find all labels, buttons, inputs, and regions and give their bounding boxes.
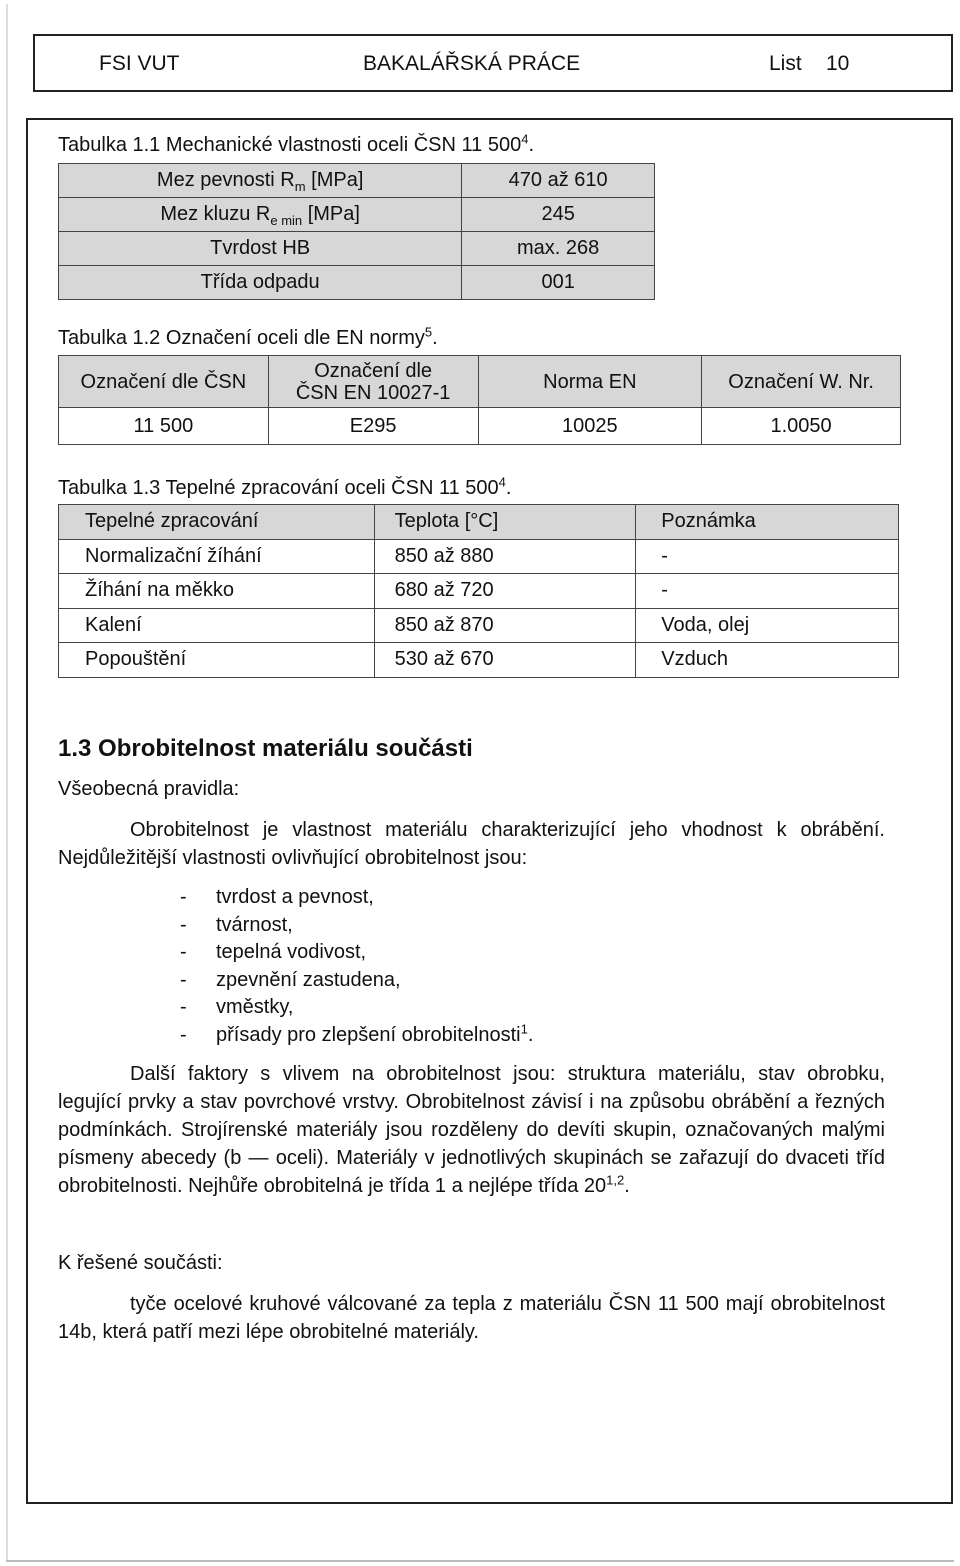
heat-treatment-table [58,504,899,678]
table-cell: 001 [462,266,655,300]
table-row [59,574,899,609]
header-faculty: FSI VUT [99,52,180,75]
table-row [59,539,899,574]
table-row [59,266,655,300]
header-cell: Norma EN [478,356,702,408]
table-cell: Voda, olej [636,608,899,643]
part-paragraph: tyče ocelové kruhové válcované za tepla z materiálu ČSN 11 500 mají obrobitelnost 14b, která patří mezi lépe obrobitelné materiály. [58,1293,885,1343]
table-cell: Tvrdost HB [59,232,462,266]
list-item: - tvrdost a pevnost, [180,886,374,908]
table1-caption: Tabulka 1.1 Mechanické vlastnosti oceli ČSN 11 $500^4$. [58,131,535,156]
table-cell: Mez pevnosti $R_m$ [MPa] [59,164,462,198]
table-cell: - [636,539,899,574]
table-cell: 245 [462,198,655,232]
part-label: K řešené součásti: [58,1252,223,1274]
table-cell: Mez kluzu $R_{e min}$ [MPa] [59,198,462,232]
steel-designation-table [58,355,901,445]
list-item: - tepelná vodivost, [180,941,367,963]
table-header-row [59,505,899,540]
machinability-intro-paragraph: Obrobitelnost je vlastnost materiálu charakterizující jeho vhodnost k obrábění. Nejdůležitější vlastnosti ovlivňující obrobitelnost jsou: [58,819,885,869]
machinability-factors-list [180,884,533,1049]
section-heading: 1.3 Obrobitelnost materiálu součásti [58,735,473,762]
table-cell: Vzduch [636,643,899,678]
table-cell: - [636,574,899,609]
list-item: - vměstky, [180,996,294,1018]
list-item: - přísady pro zlepšení obrobitelnosti$^1$. [180,1020,534,1046]
page-header [33,34,953,92]
table-cell: Popouštění [59,643,375,678]
table-cell: 11 500 [59,408,269,445]
citation-ref: 1,2 [606,1172,625,1188]
table-cell: Kalení [59,608,375,643]
table3-caption-ref: 4 [498,474,506,490]
list-item: - tvárnost, [180,913,293,936]
header-title: BAKALÁŘSKÁ PRÁCE [363,52,581,75]
table-row [59,408,901,445]
header-cell: Označení dle ČSN [59,356,269,408]
table-cell: 1.0050 [702,408,901,445]
table2-caption-ref: 5 [424,324,433,340]
header-cell: Poznámka [636,505,899,540]
header-cell: Označení W. Nr. [702,356,901,408]
table-row [59,643,899,678]
table-cell: 10025 [478,408,702,445]
table-cell: 680 až 720 [374,574,636,609]
table-cell: Třída odpadu [59,266,462,300]
table-cell: Normalizační žíhání [59,539,375,574]
header-cell: Označení dle ČSN EN 10027-1 [268,356,478,408]
table-cell: Žíhání na měkko [59,574,375,609]
table1-caption-ref: 4 [521,131,529,147]
table-header-row [59,356,901,408]
header-cell: Tepelné zpracování [59,505,375,540]
table-cell: 530 až 670 [374,643,636,678]
general-rules-label: Všeobecná pravidla: [58,778,240,800]
header-cell: Teplota [°C] [374,505,636,540]
table3-caption: Tabulka 1.3 Tepelné zpracování oceli ČSN 11 $500^4$. [58,474,512,499]
table-cell: 850 až 880 [374,539,636,574]
table-row [59,608,899,643]
table-cell: E295 [268,408,478,445]
table-cell: 470 až 610 [462,164,655,198]
table-cell: max. 268 [462,232,655,266]
table-row [59,164,655,198]
mechanical-properties-table [58,163,655,300]
citation-ref: 1 [520,1020,528,1036]
header-page-label: List [769,52,802,75]
page-left-edge [6,4,8,1562]
list-item: - zpevnění zastudena, [180,968,401,991]
page-bottom-edge [6,1560,954,1562]
table2-caption: Tabulka 1.2 Označení oceli dle EN normy$^5$. [58,324,438,349]
table-row [59,232,655,266]
header-page-number: 10 [826,52,850,75]
factors-paragraph: Další faktory s vlivem na obrobitelnost jsou: struktura materiálu, stav obrobku, legující prvky a stav povrchové vrstvy. Obrobitelnost závisí i na způsobu obrábění a řezných podmínkách. Strojírenské materiály jsou rozděleny do devíti skupin, označovaných malými písmeny abecedy (b — oceli). Materiály v jednotlivých skupinách se zařazují do dvaceti tříd obrobitelnosti. Nejhůře obrobitelná je třída 1 a nejlépe třída 20$^{1,2}$. [58,1063,885,1197]
table-cell: 850 až 870 [374,608,636,643]
table-row [59,198,655,232]
